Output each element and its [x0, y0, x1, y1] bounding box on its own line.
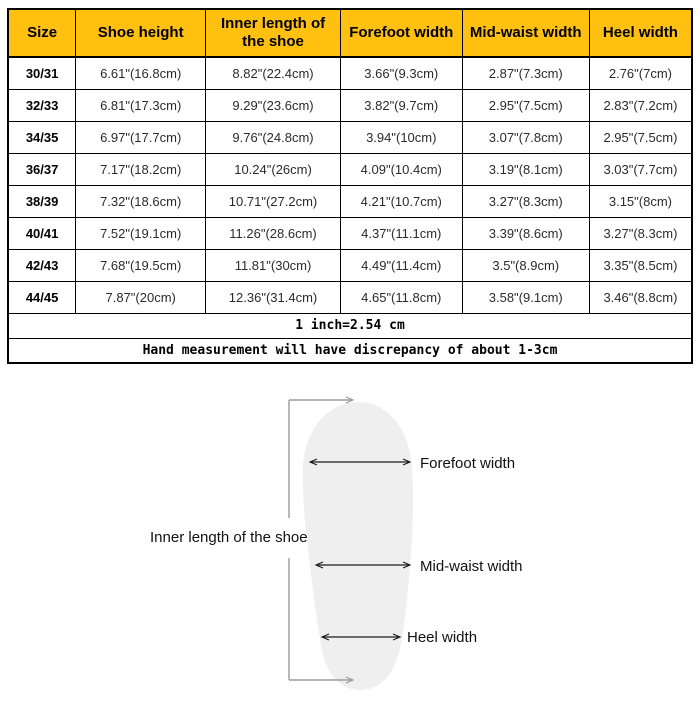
cell-size: 30/31: [8, 57, 76, 89]
cell-heel-width: 3.35"(8.5cm): [589, 249, 692, 281]
col-header-size: Size: [8, 9, 76, 57]
cell-midwaist-width: 2.95"(7.5cm): [462, 89, 589, 121]
inner-length-label: Inner length of the shoe: [150, 529, 308, 546]
midwaist-width-label: Mid-waist width: [420, 558, 523, 575]
cell-heel-width: 2.83"(7.2cm): [589, 89, 692, 121]
cell-midwaist-width: 3.5"(8.9cm): [462, 249, 589, 281]
col-header-shoe-height: Shoe height: [76, 9, 206, 57]
cell-forefoot-width: 3.94"(10cm): [340, 121, 462, 153]
cell-inner-length: 10.24"(26cm): [206, 153, 341, 185]
col-header-inner-length: Inner length of the shoe: [206, 9, 341, 57]
cell-heel-width: 3.03"(7.7cm): [589, 153, 692, 185]
cell-inner-length: 11.81"(30cm): [206, 249, 341, 281]
table-row: [8, 121, 692, 153]
cell-forefoot-width: 4.21"(10.7cm): [340, 185, 462, 217]
cell-shoe-height: 7.87"(20cm): [76, 281, 206, 313]
cell-shoe-height: 6.97"(17.7cm): [76, 121, 206, 153]
cell-inner-length: 11.26"(28.6cm): [206, 217, 341, 249]
cell-midwaist-width: 3.58"(9.1cm): [462, 281, 589, 313]
table-row: [8, 57, 692, 89]
col-header-midwaist-width: Mid-waist width: [462, 9, 589, 57]
cell-midwaist-width: 3.39"(8.6cm): [462, 217, 589, 249]
measurement-diagram: [0, 390, 700, 700]
table-row: [8, 217, 692, 249]
note-row-measurement-disclaimer: [8, 338, 692, 363]
cell-size: 42/43: [8, 249, 76, 281]
cell-midwaist-width: 3.07"(7.8cm): [462, 121, 589, 153]
shoe-size-table: [7, 8, 693, 364]
heel-width-label: Heel width: [407, 629, 478, 646]
insole-diagram-svg: [0, 390, 700, 700]
cell-heel-width: 2.76"(7cm): [589, 57, 692, 89]
note-measurement-disclaimer: Hand measurement will have discrepancy of about 1-3cm: [8, 338, 692, 363]
cell-forefoot-width: 4.37"(11.1cm): [340, 217, 462, 249]
note-inch-conversion: 1 inch=2.54 cm: [8, 313, 692, 338]
cell-inner-length: 10.71"(27.2cm): [206, 185, 341, 217]
cell-forefoot-width: 4.49"(11.4cm): [340, 249, 462, 281]
cell-shoe-height: 6.81"(17.3cm): [76, 89, 206, 121]
insole-outline-shape: [303, 402, 413, 690]
cell-size: 36/37: [8, 153, 76, 185]
cell-shoe-height: 7.17"(18.2cm): [76, 153, 206, 185]
cell-size: 32/33: [8, 89, 76, 121]
cell-shoe-height: 6.61"(16.8cm): [76, 57, 206, 89]
cell-shoe-height: 7.52"(19.1cm): [76, 217, 206, 249]
cell-heel-width: 3.15"(8cm): [589, 185, 692, 217]
cell-inner-length: 8.82"(22.4cm): [206, 57, 341, 89]
forefoot-width-label: Forefoot width: [420, 455, 516, 472]
table-row: [8, 249, 692, 281]
col-header-heel-width: Heel width: [589, 9, 692, 57]
cell-forefoot-width: 3.66"(9.3cm): [340, 57, 462, 89]
cell-inner-length: 9.76"(24.8cm): [206, 121, 341, 153]
cell-midwaist-width: 3.27"(8.3cm): [462, 185, 589, 217]
table-row: [8, 281, 692, 313]
cell-inner-length: 9.29"(23.6cm): [206, 89, 341, 121]
cell-size: 38/39: [8, 185, 76, 217]
cell-heel-width: 2.95"(7.5cm): [589, 121, 692, 153]
cell-size: 40/41: [8, 217, 76, 249]
cell-forefoot-width: 4.09"(10.4cm): [340, 153, 462, 185]
cell-shoe-height: 7.68"(19.5cm): [76, 249, 206, 281]
cell-shoe-height: 7.32"(18.6cm): [76, 185, 206, 217]
cell-size: 34/35: [8, 121, 76, 153]
cell-size: 44/45: [8, 281, 76, 313]
cell-heel-width: 3.46"(8.8cm): [589, 281, 692, 313]
cell-forefoot-width: 4.65"(11.8cm): [340, 281, 462, 313]
cell-midwaist-width: 2.87"(7.3cm): [462, 57, 589, 89]
table-row: [8, 89, 692, 121]
table-row: [8, 185, 692, 217]
cell-midwaist-width: 3.19"(8.1cm): [462, 153, 589, 185]
table-header-row: [8, 9, 692, 57]
col-header-forefoot-width: Forefoot width: [340, 9, 462, 57]
cell-inner-length: 12.36"(31.4cm): [206, 281, 341, 313]
cell-forefoot-width: 3.82"(9.7cm): [340, 89, 462, 121]
table-row: [8, 153, 692, 185]
cell-heel-width: 3.27"(8.3cm): [589, 217, 692, 249]
note-row-inch-conversion: [8, 313, 692, 338]
